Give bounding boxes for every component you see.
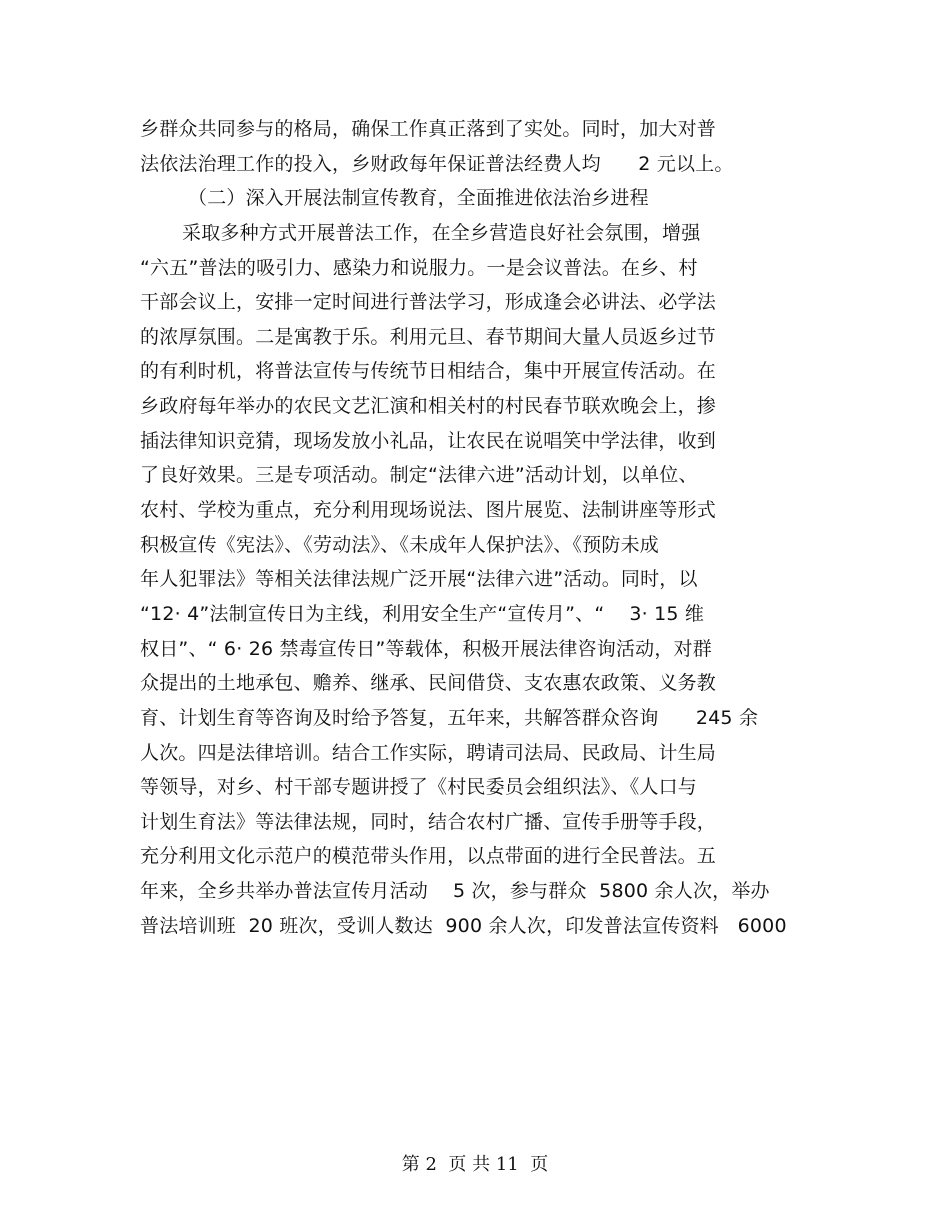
text-line: 的浓厚氛围。二是寓教于乐。利用元旦、春节期间大量人员返乡过节 xyxy=(140,325,717,348)
text-line: 权日”、“ 6· 26 禁毒宣传日”等载体，积极开展法律咨询活动，对群 xyxy=(140,637,712,660)
text-line: 法依法治理工作的投入，乡财政每年保证普法经费人均 2 元以上。 xyxy=(140,152,734,175)
text-line: 计划生育法》等法律法规，同时，结合农村广播、宣传手册等手段， xyxy=(140,810,717,833)
page-number: 第 2 页 共 11 页 xyxy=(401,1154,549,1175)
text-line: 等领导，对乡、村干部专题讲授了《村民委员会组织法》、《人口与 xyxy=(140,776,698,799)
text-line: 农村、学校为重点，充分利用现场说法、图片展览、法制讲座等形式 xyxy=(140,499,717,522)
text-line: 乡群众共同参与的格局，确保工作真正落到了实处。同时，加大对普 xyxy=(140,118,717,140)
text-line: 年来，全乡共举办普法宣传月活动 5 次，参与群众 5800 余人次，举办 xyxy=(140,880,770,903)
text-line: 育、计划生育等咨询及时给予答复，五年来，共解答群众咨询 245 余 xyxy=(140,706,759,729)
text-line: 普法培训班 20 班次，受训人数达 900 余人次，印发普法宣传资料 6000 xyxy=(140,914,787,937)
text-line: 干部会议上，安排一定时间进行普法学习，形成逢会必讲法、必学法 xyxy=(140,291,717,314)
text-line: 的有利时机，将普法宣传与传统节日相结合，集中开展宣传活动。在 xyxy=(140,360,717,383)
text-line: 人次。四是法律培训。结合工作实际，聘请司法局、民政局、计生局 xyxy=(140,741,717,764)
text-line: “12· 4”法制宣传日为主线，利用安全生产“宣传月”、“ 3· 15 维 xyxy=(140,602,705,625)
text-line: 采取多种方式开展普法工作，在全乡营造良好社会氛围，增强 xyxy=(182,221,701,244)
section-heading: （二）深入开展法制宣传教育，全面推进依法治乡进程 xyxy=(188,187,649,210)
body-text xyxy=(140,112,840,943)
text-line: 年人犯罪法》等相关法律法规广泛开展“法律六进”活动。同时，以 xyxy=(140,568,698,591)
text-line: 积极宣传《宪法》、《劳动法》、《未成年人保护法》、《预防未成 xyxy=(140,533,660,556)
text-line: 插法律知识竞猜，现场发放小礼品，让农民在说唱笑中学法律，收到 xyxy=(140,429,717,452)
text-line: 乡政府每年举办的农民文艺汇演和相关村的村民春节联欢晚会上，掺 xyxy=(140,395,717,418)
text-line: 众提出的土地承包、赡养、继承、民间借贷、支农惠农政策、义务教 xyxy=(140,672,717,695)
text-line: “六五”普法的吸引力、感染力和说服力。一是会议普法。在乡、村 xyxy=(140,256,698,279)
text-line: 了良好效果。三是专项活动。制定“法律六进”活动计划，以单位、 xyxy=(140,464,698,487)
text-line: 充分利用文化示范户的模范带头作用，以点带面的进行全民普法。五 xyxy=(140,845,717,868)
